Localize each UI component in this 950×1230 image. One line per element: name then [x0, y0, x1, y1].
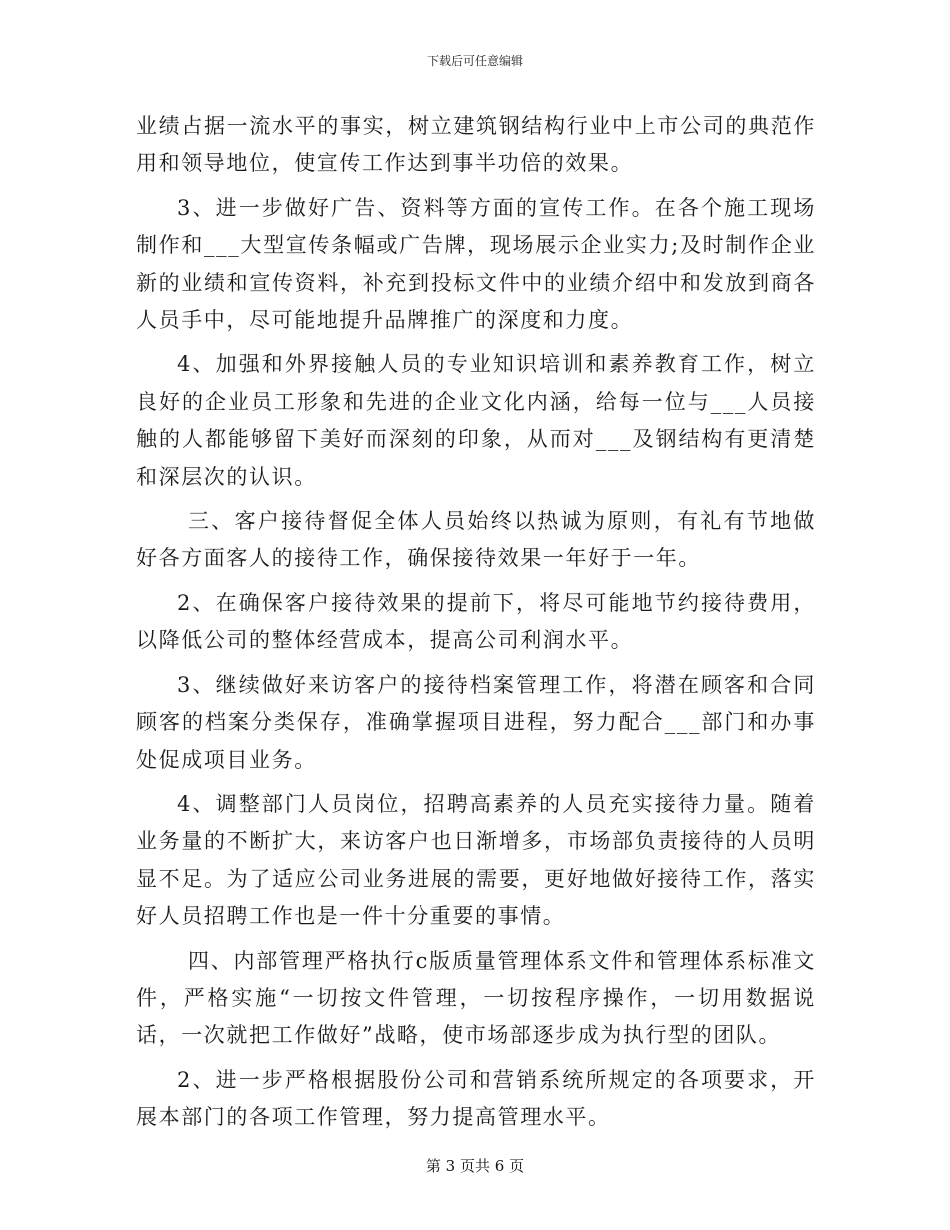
paragraph-item-4-training: 4、加强和外界接触人员的专业知识培训和素养教育工作，树立良好的企业员工形象和先进的企业文化内涵，给每一位与___人员接触的人都能够留下美好而深刻的印象，从而对___及钢结构有更清楚和深层次的认识。	[136, 352, 816, 489]
paragraph-continuation: 业绩占据一流水平的事实，树立建筑钢结构行业中上市公司的典范作用和领导地位，使宣传工作达到事半功倍的效果。	[136, 114, 816, 176]
paragraph-item-3-archive: 3、继续做好来访客户的接待档案管理工作，将潜在顾客和合同顾客的档案分类保存，准确掌握项目进程，努力配合___部门和办事处促成项目业务。	[136, 672, 816, 772]
paragraph-item-2-cost: 2、在确保客户接待效果的提前下，将尽可能地节约接待费用，以降低公司的整体经营成本，提高公司利润水平。	[136, 590, 816, 653]
document-body	[136, 108, 816, 1144]
page-number: 第 3 页共 6 页	[425, 1157, 525, 1175]
paragraph-section-4-management: 四、内部管理严格执行c版质量管理体系文件和管理体系标准文件，严格实施“一切按文件管理，一切按程序操作，一切用数据说话，一次就把工作做好”战略，使市场部逐步成为执行型的团队。	[136, 948, 816, 1048]
paragraph-item-4-staffing: 4、调整部门人员岗位，招聘高素养的人员充实接待力量。随着业务量的不断扩大，来访客户也日渐增多，市场部负责接待的人员明显不足。为了适应公司业务进展的需要，更好地做好接待工作，落实好人员招聘工作也是一件十分重要的事情。	[136, 791, 816, 929]
paragraph-item-3-advertising: 3、进一步做好广告、资料等方面的宣传工作。在各个施工现场制作和___大型宣传条幅或广告牌，现场展示企业实力;及时制作企业新的业绩和宣传资料，补充到投标文件中的业绩介绍中和发放到商各人员手中，尽可能地提升品牌推广的深度和力度。	[136, 195, 816, 333]
page-header: 下载后可任意编辑	[426, 54, 523, 68]
paragraph-item-2-requirements: 2、进一步严格根据股份公司和营销系统所规定的各项要求，开展本部门的各项工作管理，努力提高管理水平。	[136, 1067, 816, 1130]
paragraph-section-3-reception: 三、客户接待督促全体人员始终以热诚为原则，有礼有节地做好各方面客人的接待工作，确保接待效果一年好于一年。	[136, 509, 816, 571]
